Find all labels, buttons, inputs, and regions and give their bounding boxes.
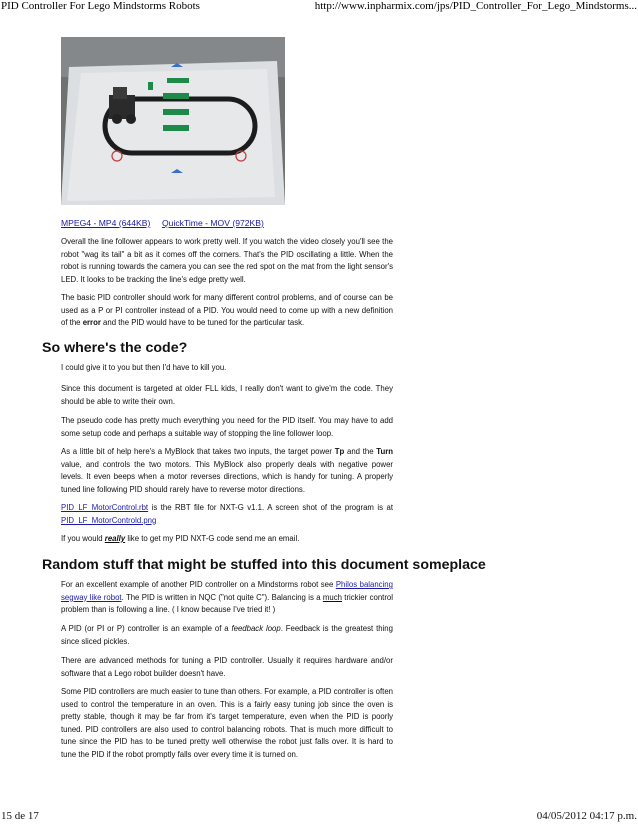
line-follower-mat-image — [61, 37, 285, 205]
mp4-video-link[interactable]: MPEG4 - MP4 (644KB) — [61, 218, 151, 228]
term-error: error — [82, 318, 101, 328]
paragraph-kill: I could give it to you but then I'd have to kill you. — [61, 363, 227, 372]
heading-where-code: So where's the code? — [42, 340, 188, 356]
png-screenshot-link[interactable]: PID_LF_MotorControld.png — [61, 515, 157, 525]
paragraph-feedback-loop: A PID (or PI or P) controller is an example of a feedback loop. Feedback is the greatest thing since sliced pickles. — [61, 624, 393, 646]
emphasis-really: really — [104, 534, 126, 543]
term-feedback-loop: feedback loop — [231, 624, 281, 633]
header-url: http://www.inpharmix.com/jps/PID_Controller_For_Lego_Mindstorms... — [314, 0, 637, 12]
term-tp: Tp — [334, 447, 345, 456]
robot-photo — [61, 37, 285, 205]
emphasis-much: much — [322, 592, 342, 602]
term-turn: Turn — [376, 447, 394, 456]
mov-video-link[interactable]: QuickTime - MOV (972KB) — [162, 218, 264, 228]
rbt-file-link[interactable]: PID_LF_MotorControl.rbt — [61, 503, 149, 512]
print-date: 04/05/2012 04:17 p.m. — [536, 810, 637, 822]
video-links — [61, 218, 264, 228]
paragraph-email: If you would really like to get my PID NXT-G code send me an email. — [61, 534, 300, 543]
paragraph-fll-kids: Since this document is targeted at older FLL kids, I really don't want to give'm the code. They should be able to write their own. — [61, 384, 393, 406]
page-number: 15 de 17 — [1, 810, 39, 822]
philos-segway-link[interactable]: Philos balancing segway like robot — [61, 580, 393, 602]
heading-random-stuff: Random stuff that might be stuffed into this document someplace — [42, 557, 486, 573]
paragraph-rbt-file: PID_LF_MotorControl.rbt is the RBT file for NXT-G v1.1. A screen shot of the program is at PID_LF_MotorControld.png — [61, 503, 393, 525]
print-header — [0, 0, 638, 14]
paragraph-pseudo-code: The pseudo code has pretty much everything you need for the PID itself. You may have to add some setup code and perhaps a suitable way of stopping the line follower loop. — [61, 416, 393, 438]
header-title: PID Controller For Lego Mindstorms Robots — [1, 0, 200, 12]
paragraph-myblock: As a little bit of help here's a MyBlock that takes two inputs, the target power Tp and the Turn value, and controls the two motors. This MyBlock also properly deals with negative power levels. It even beeps when a motor reverses directions, which is handy for tuning. A properly tuned line following PID should rarely have to reverse motor directions. — [61, 447, 394, 494]
paragraph-oven-example: Some PID controllers are much easier to tune than others. For example, a PID controller is often used to control the temperature in an oven. This is a fairly easy tuning job since the oven is pretty stable, though it may be far from it's target temperature, even when the PID is poorly tuned. PID controllers are also used to control balancing robots. That is much more difficult to tune since the PID has to be tuned pretty well otherwise the robot just falls over. It is hard to tune the PID if the robot promptly falls over every time it is turned on. — [61, 687, 393, 759]
paragraph-advanced-tuning: There are advanced methods for tuning a PID controller. Usually it requires hardware and/or software that a Lego robot builder doesn't have. — [61, 656, 393, 678]
paragraph-basic-pid: The basic PID controller should work for many different control problems, and of course can be used as a P or PI controller instead of a PID. You would need to come up with a new definition of the error and the PID would have to be tuned for the particular task. — [61, 293, 393, 328]
paragraph-line-follower: Overall the line follower appears to work pretty well. If you watch the video closely you'll see the robot "wag its tail" a bit as it comes off the corners. That's the PID oscillating a little. When the robot is running towards the camera you can see the red spot on the mat from the light sensor's LED. It looks to be tracking the line's edge pretty well. — [61, 237, 393, 284]
paragraph-philos: For an excellent example of another PID controller on a Mindstorms robot see Philos balancing segway like robot. The PID is written in NQC ("not quite C"). Balancing is a much trickier control problem than is following a line. ( I know because I've tried it! ) — [61, 580, 393, 615]
